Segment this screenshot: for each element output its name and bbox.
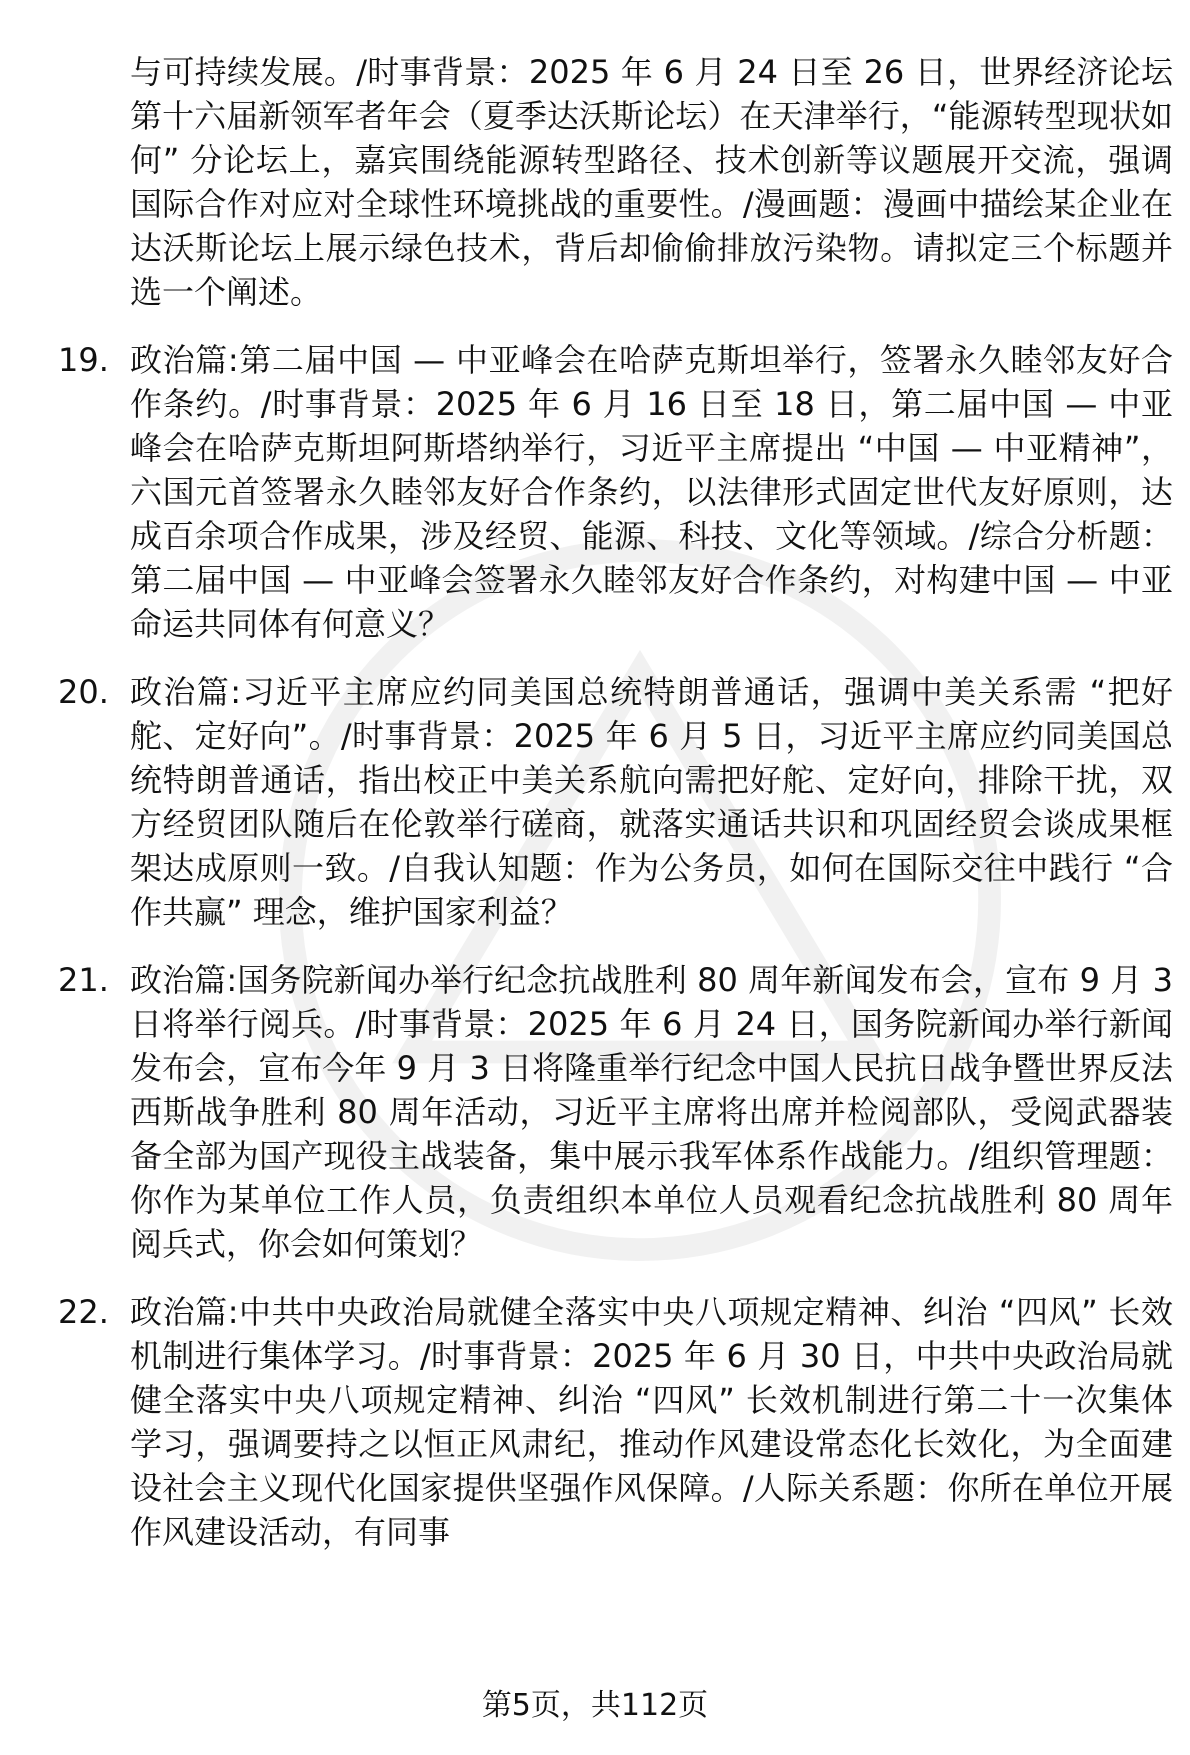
continuation-paragraph: 与可持续发展。/时事背景：2025 年 6 月 24 日至 26 日，世界经济论坛第十六届新领军者年会（夏季达沃斯论坛）在天津举行，“能源转型现状如何” 分论坛上，嘉宾围绕能源转型路径、技术创新等议题展开交流，强调国际合作对应对全球性环境挑战的重要性。/漫画题：漫画中描绘某企业在达沃斯论坛上展示绿色技术，背后却偷偷排放污染物。请拟定三个标题并选一个阐述。 [130,53,1173,311]
item-number: 22. [58,1293,109,1331]
list-item [58,958,1173,1266]
item-number: 20. [58,673,109,711]
list-item [58,670,1173,934]
item-text: 政治篇:国务院新闻办举行纪念抗战胜利 80 周年新闻发布会，宣布 9 月 3 日将举行阅兵。/时事背景：2025 年 6 月 24 日，国务院新闻办举行新闻发布会，宣布今年 9 月 3 日将隆重举行纪念中国人民抗日战争暨世界反法西斯战争胜利 80 周年活动，习近平主席将出席并检阅部队，受阅武器装备全部为国产现役主战装备，集中展示我军体系作战能力。/组织管理题：你作为某单位工作人员，负责组织本单位人员观看纪念抗战胜利 80 周年阅兵式，你会如何策划？ [130,961,1173,1263]
item-number: 21. [58,961,109,999]
item-text: 政治篇:中共中央政治局就健全落实中央八项规定精神、纠治 “四风” 长效机制进行集体学习。/时事背景：2025 年 6 月 30 日，中共中央政治局就健全落实中央八项规定精神、纠治 “四风” 长效机制进行第二十一次集体学习，强调要持之以恒正风肃纪，推动作风建设常态化长效化，为全面建设社会主义现代化国家提供坚强作风保障。/人际关系题：你所在单位开展作风建设活动，有同事 [130,1293,1173,1551]
list-item [58,1290,1173,1554]
page-footer: 第5页，共112页 [481,1688,709,1723]
item-text: 政治篇:第二届中国 — 中亚峰会在哈萨克斯坦举行，签署永久睦邻友好合作条约。/时事背景：2025 年 6 月 16 日至 18 日，第二届中国 — 中亚峰会在哈萨克斯坦阿斯塔纳举行，习近平主席提出 “中国 — 中亚精神”，六国元首签署永久睦邻友好合作条约，以法律形式固定世代友好原则，达成百余项合作成果，涉及经贸、能源、科技、文化等领域。/综合分析题：第二届中国 — 中亚峰会签署永久睦邻友好合作条约，对构建中国 — 中亚命运共同体有何意义？ [130,341,1173,643]
item-text: 政治篇:习近平主席应约同美国总统特朗普通话，强调中美关系需 “把好舵、定好向”。/时事背景：2025 年 6 月 5 日，习近平主席应约同美国总统特朗普通话，指出校正中美关系航向需把好舵、定好向，排除干扰，双方经贸团队随后在伦敦举行磋商，就落实通话共识和巩固经贸会谈成果框架达成原则一致。/自我认知题：作为公务员，如何在国际交往中践行 “合作共赢” 理念，维护国家利益？ [130,673,1173,931]
list-item [58,338,1173,646]
item-number: 19. [58,341,109,379]
document-body [58,50,1173,1554]
question-list [58,338,1173,1554]
